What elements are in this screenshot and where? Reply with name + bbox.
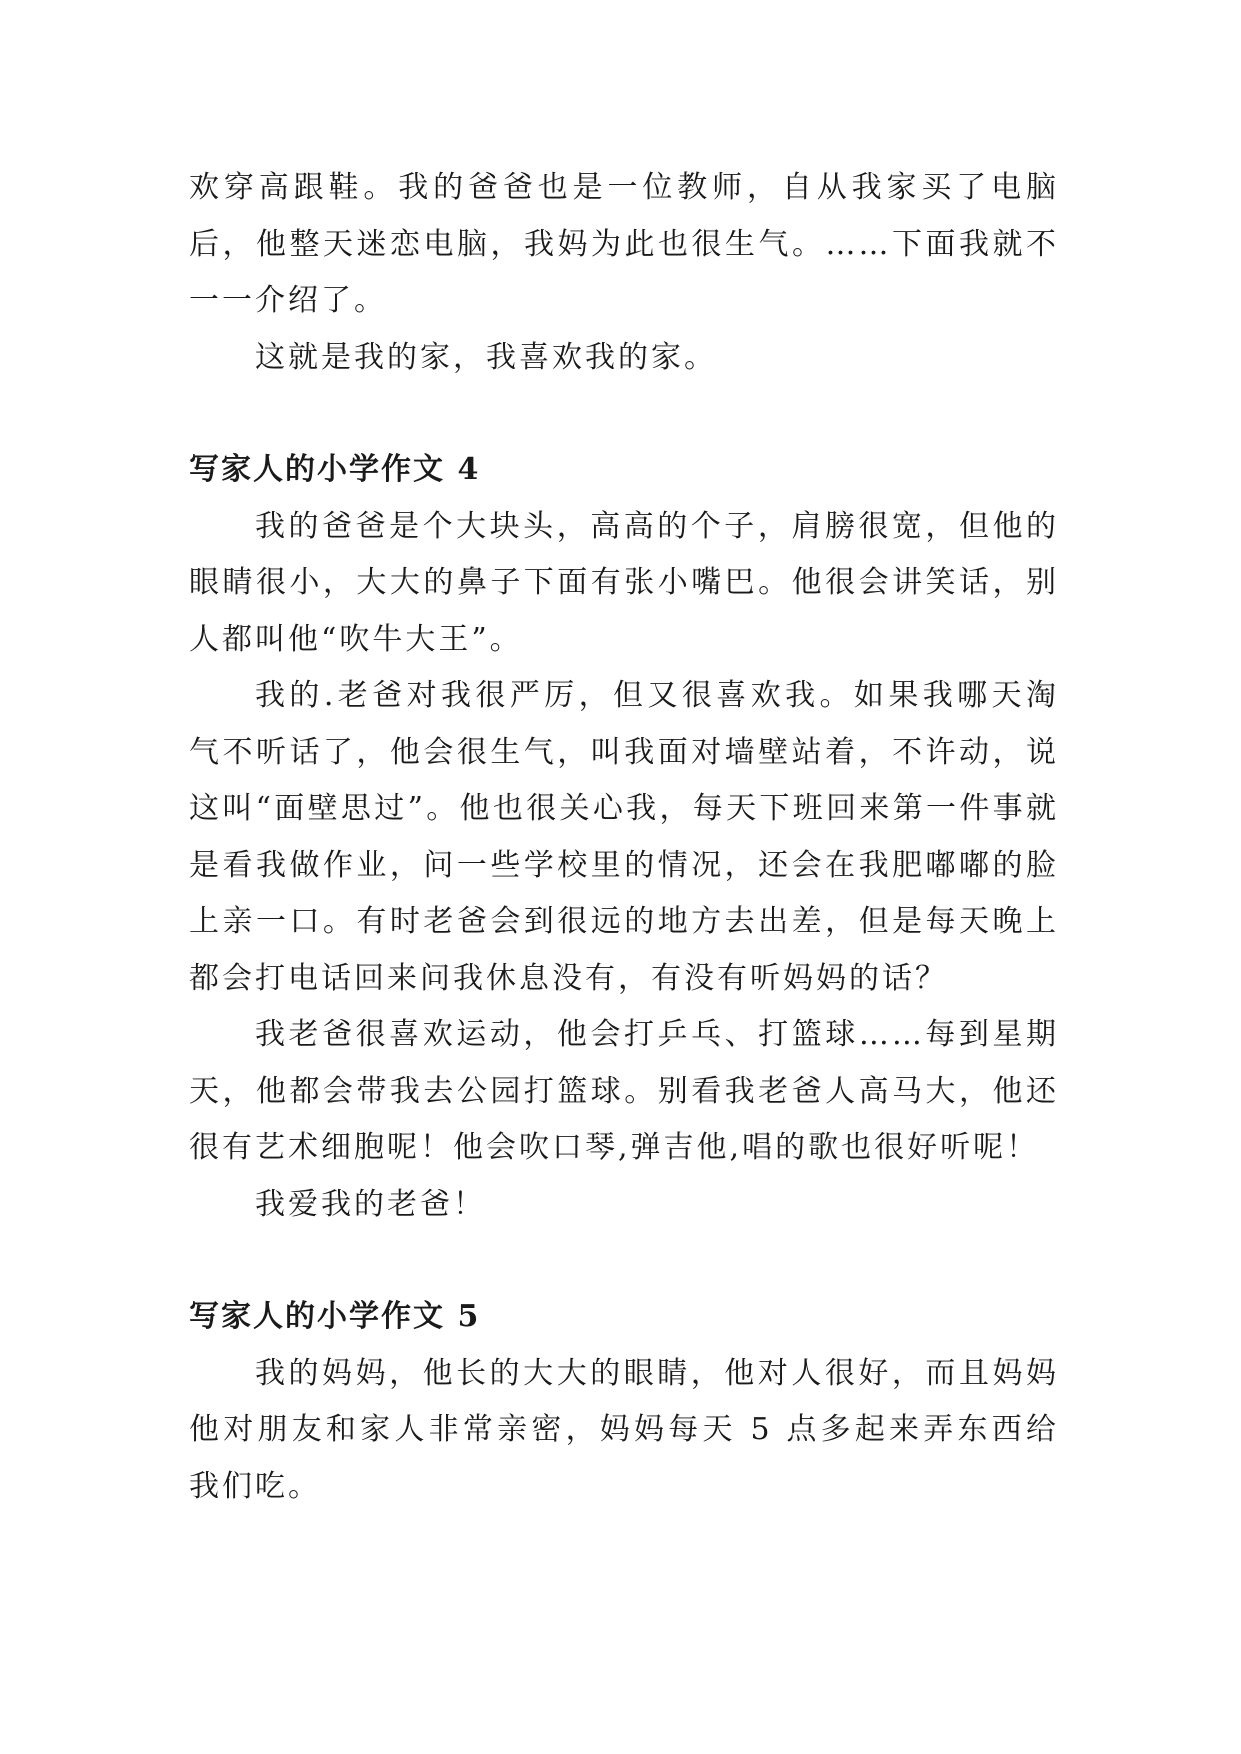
section-4-title: 写家人的小学作文 4: [189, 452, 481, 487]
section-4-paragraph-4: 我爱我的老爸！: [255, 1186, 486, 1222]
section-4-paragraph-3: 我老爸很喜欢运动，他会打乒乓、打篮球……每到星期天，他都会带我去公园打篮球。别看我老爸人高马大，他还很有艺术细胞呢！他会吹口琴,弹吉他,唱的歌也很好听呢！: [189, 1017, 1059, 1165]
section-4-paragraph-1: 我的爸爸是个大块头，高高的个子，肩膀很宽，但他的眼睛很小，大大的鼻子下面有张小嘴巴。他很会讲笑话，别人都叫他“吹牛大王”。: [189, 508, 1059, 657]
paragraph-conclusion: 这就是我的家，我喜欢我的家。: [255, 339, 717, 375]
section-5-title: 写家人的小学作文 5: [189, 1299, 481, 1334]
section-5-paragraph-1: 我的妈妈，他长的大大的眼睛，他对人很好，而且妈妈他对朋友和家人非常亲密，妈妈每天 5 点多起来弄东西给我们吃。: [189, 1355, 1059, 1504]
section-gap: [189, 1233, 1059, 1289]
paragraph-continued: 欢穿高跟鞋。我的爸爸也是一位教师，自从我家买了电脑后，他整天迷恋电脑，我妈为此也很生气。……下面我就不一一介绍了。: [189, 170, 1059, 318]
document-page: [189, 160, 1059, 1515]
section-gap: [189, 386, 1059, 442]
section-4-paragraph-2: 我的.老爸对我很严厉，但又很喜欢我。如果我哪天淘气不听话了，他会很生气，叫我面对墙壁站着，不许动，说这叫“面壁思过”。他也很关心我，每天下班回来第一件事就是看我做作业，问一些学校里的情况，还会在我肥嘟嘟的脸上亲一口。有时老爸会到很远的地方去出差，但是每天晚上都会打电话回来问我休息没有，有没有听妈妈的话？: [189, 678, 1059, 996]
